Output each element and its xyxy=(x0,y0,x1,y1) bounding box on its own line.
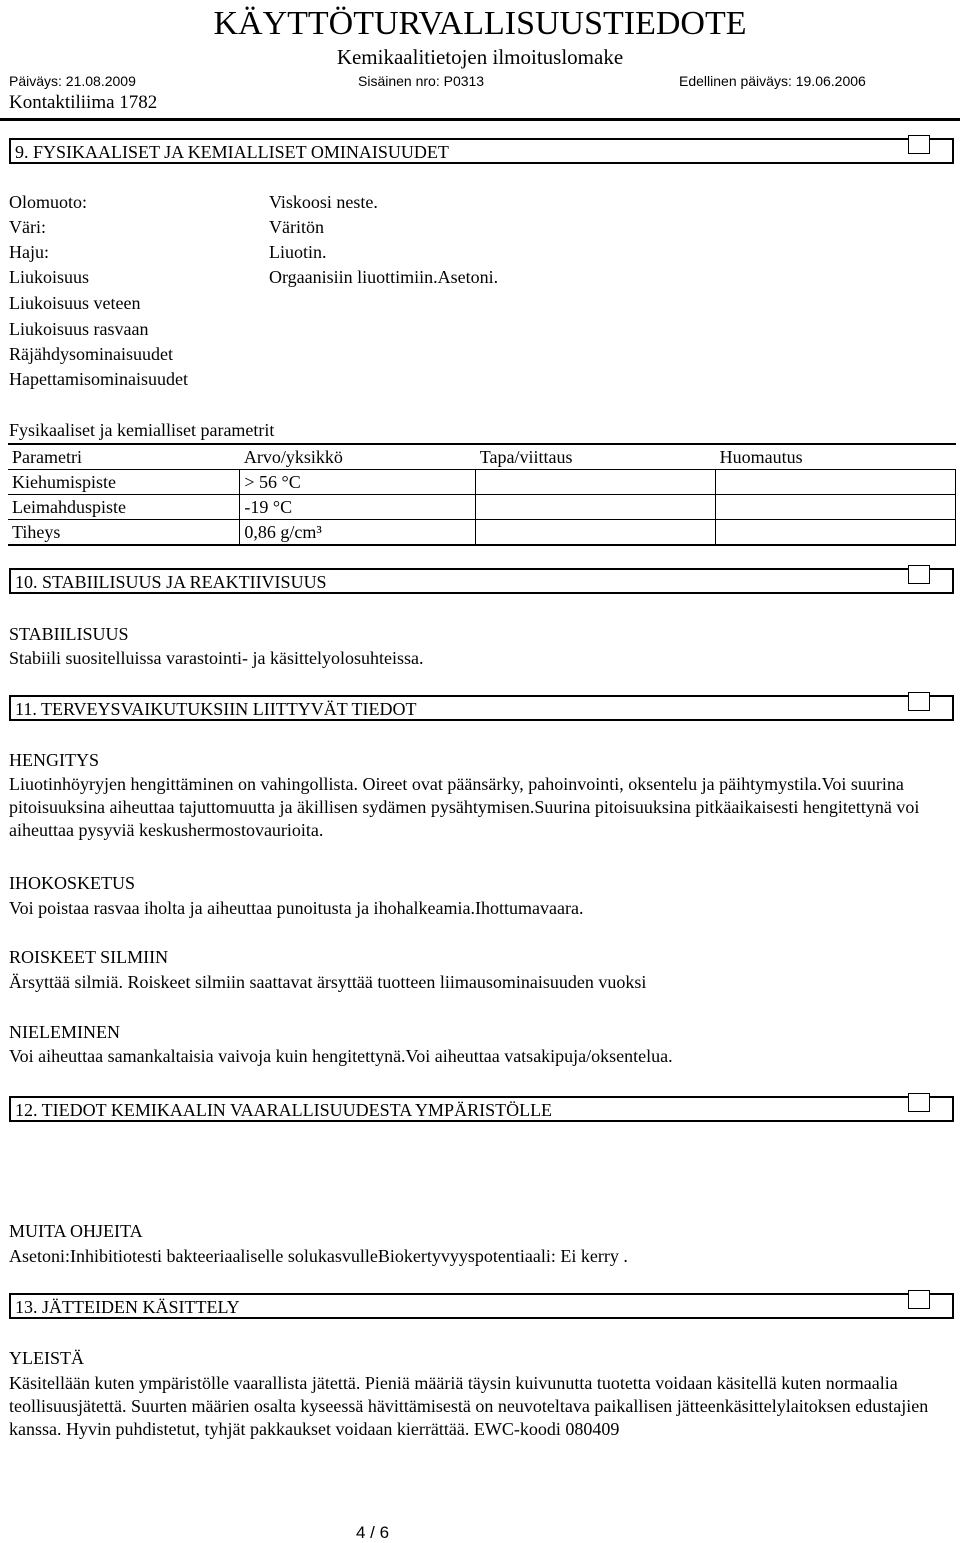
property-label: Haju: xyxy=(9,242,49,262)
section-9-bar xyxy=(9,138,954,164)
property-label: Liukoisuus rasvaan xyxy=(9,319,149,339)
params-title: Fysikaaliset ja kemialliset parametrit xyxy=(9,420,275,440)
parameters-table xyxy=(8,443,956,546)
document-title: KÄYTTÖTURVALLISUUSTIEDOTE xyxy=(213,5,747,42)
previous-date: Edellinen päiväys: 19.06.2006 xyxy=(679,73,866,89)
subsection-heading: HENGITYS xyxy=(9,750,99,770)
table-cell: -19 °C xyxy=(240,495,476,520)
table-cell xyxy=(476,520,716,546)
subsection-heading: MUITA OHJEITA xyxy=(9,1221,143,1241)
section-13-title: 13. JÄTTEIDEN KÄSITTELY xyxy=(15,1297,240,1317)
table-cell: > 56 °C xyxy=(240,470,476,495)
page-number: 4 / 6 xyxy=(356,1523,390,1542)
subsection-text: Voi poistaa rasvaa iholta ja aiheuttaa punoitusta ja ihohalkeamia.Ihottumavaara. xyxy=(9,898,584,918)
subsection-text: Käsitellään kuten ympäristölle vaarallista jätettä. Pieniä määriä täysin kuivunutta tuotetta voidaan käsitellä kuten normaalia teollisuusjätettä. Suurten määrien osalta kyseessä hävittämisestä on neuvoteltava paikallisen jätteenkäsittelylaitoksen edustajien kanssa. Hyvin puhdistetut, tyhjät pakkaukset voidaan kierrättää. EWC-koodi 080409 xyxy=(9,1373,929,1439)
document-subtitle: Kemikaalitietojen ilmoituslomake xyxy=(336,45,624,69)
section-12-title: 12. TIEDOT KEMIKAALIN VAARALLISUUDESTA YMPÄRISTÖLLE xyxy=(15,1100,553,1120)
table-row xyxy=(8,495,956,520)
property-label: Hapettamisominaisuudet xyxy=(9,369,188,389)
property-value: Väritön xyxy=(269,217,324,237)
property-value: Liuotin. xyxy=(269,242,327,262)
subsection-text: Ärsyttää silmiä. Roiskeet silmiin saattavat ärsyttää tuotteen liimausominaisuuden vuoksi xyxy=(9,972,647,992)
table-cell xyxy=(716,520,956,546)
internal-number: Sisäinen nro: P0313 xyxy=(358,73,485,89)
subsection-heading: STABIILISUUS xyxy=(9,624,129,644)
section-9-checkbox[interactable] xyxy=(908,135,930,154)
subsection-text: Stabiili suositelluissa varastointi- ja käsittelyolosuhteissa. xyxy=(9,648,424,668)
table-cell: Tiheys xyxy=(8,520,240,546)
section-11-checkbox[interactable] xyxy=(908,692,930,711)
table-cell xyxy=(476,495,716,520)
section-12-bar xyxy=(9,1096,954,1122)
table-header: Tapa/viittaus xyxy=(476,444,716,470)
section-12-checkbox[interactable] xyxy=(908,1093,930,1112)
section-10-title: 10. STABIILISUUS JA REAKTIIVISUUS xyxy=(15,572,327,592)
property-label: Räjähdysominaisuudet xyxy=(9,344,173,364)
subsection-text: Voi aiheuttaa samankaltaisia vaivoja kuin hengitettynä.Voi aiheuttaa vatsakipuja/oksentelua. xyxy=(9,1046,673,1066)
subsection-text: Asetoni:Inhibitiotesti bakteeriaaliselle solukasvulleBiokertyvyyspotentiaali: Ei kerry . xyxy=(9,1246,628,1266)
property-label: Olomuoto: xyxy=(9,192,88,212)
table-cell xyxy=(476,470,716,495)
table-cell xyxy=(716,495,956,520)
property-label: Liukoisuus veteen xyxy=(9,293,141,313)
section-11-bar xyxy=(9,695,954,721)
subsection-heading: YLEISTÄ xyxy=(9,1348,84,1368)
property-value: Orgaanisiin liuottimiin.Asetoni. xyxy=(269,267,499,287)
section-11-title: 11. TERVEYSVAIKUTUKSIIN LIITTYVÄT TIEDOT xyxy=(15,699,417,719)
table-row xyxy=(8,470,956,495)
table-row xyxy=(8,520,956,546)
section-13-bar xyxy=(9,1293,954,1319)
section-9-title: 9. FYSIKAALISET JA KEMIALLISET OMINAISUUDET xyxy=(15,142,449,162)
section-10-bar xyxy=(9,568,954,594)
section-13-checkbox[interactable] xyxy=(908,1290,930,1309)
subsection-heading: ROISKEET SILMIIN xyxy=(9,947,169,967)
subsection-heading: NIELEMINEN xyxy=(9,1022,120,1042)
table-cell xyxy=(716,470,956,495)
table-header-row xyxy=(8,444,956,470)
property-value: Viskoosi neste. xyxy=(269,192,378,212)
property-label: Liukoisuus xyxy=(9,267,90,287)
table-cell: Kiehumispiste xyxy=(8,470,240,495)
subsection-heading: IHOKOSKETUS xyxy=(9,873,135,893)
table-header: Huomautus xyxy=(716,444,956,470)
header-divider xyxy=(0,118,960,121)
subsection-text: Liuotinhöyryjen hengittäminen on vahingollista. Oireet ovat päänsärky, pahoinvointi, oksentelu ja päihtymystila.Voi suurina pitoisuuksina aiheuttaa tajuttomuutta ja äkillisen sydämen pysähtymisen.Suurina pitoisuuksina pitkäaikaisesti hengitettynä voi aiheuttaa pysyviä keskushermostovaurioita. xyxy=(9,774,920,840)
section-10-checkbox[interactable] xyxy=(908,565,930,584)
date-label: Päiväys: 21.08.2009 xyxy=(9,73,136,89)
table-cell: Leimahduspiste xyxy=(8,495,240,520)
property-label: Väri: xyxy=(9,217,46,237)
product-name: Kontaktiliima 1782 xyxy=(9,92,158,113)
table-header: Parametri xyxy=(8,444,240,470)
table-cell: 0,86 g/cm³ xyxy=(240,520,476,546)
table-header: Arvo/yksikkö xyxy=(240,444,476,470)
